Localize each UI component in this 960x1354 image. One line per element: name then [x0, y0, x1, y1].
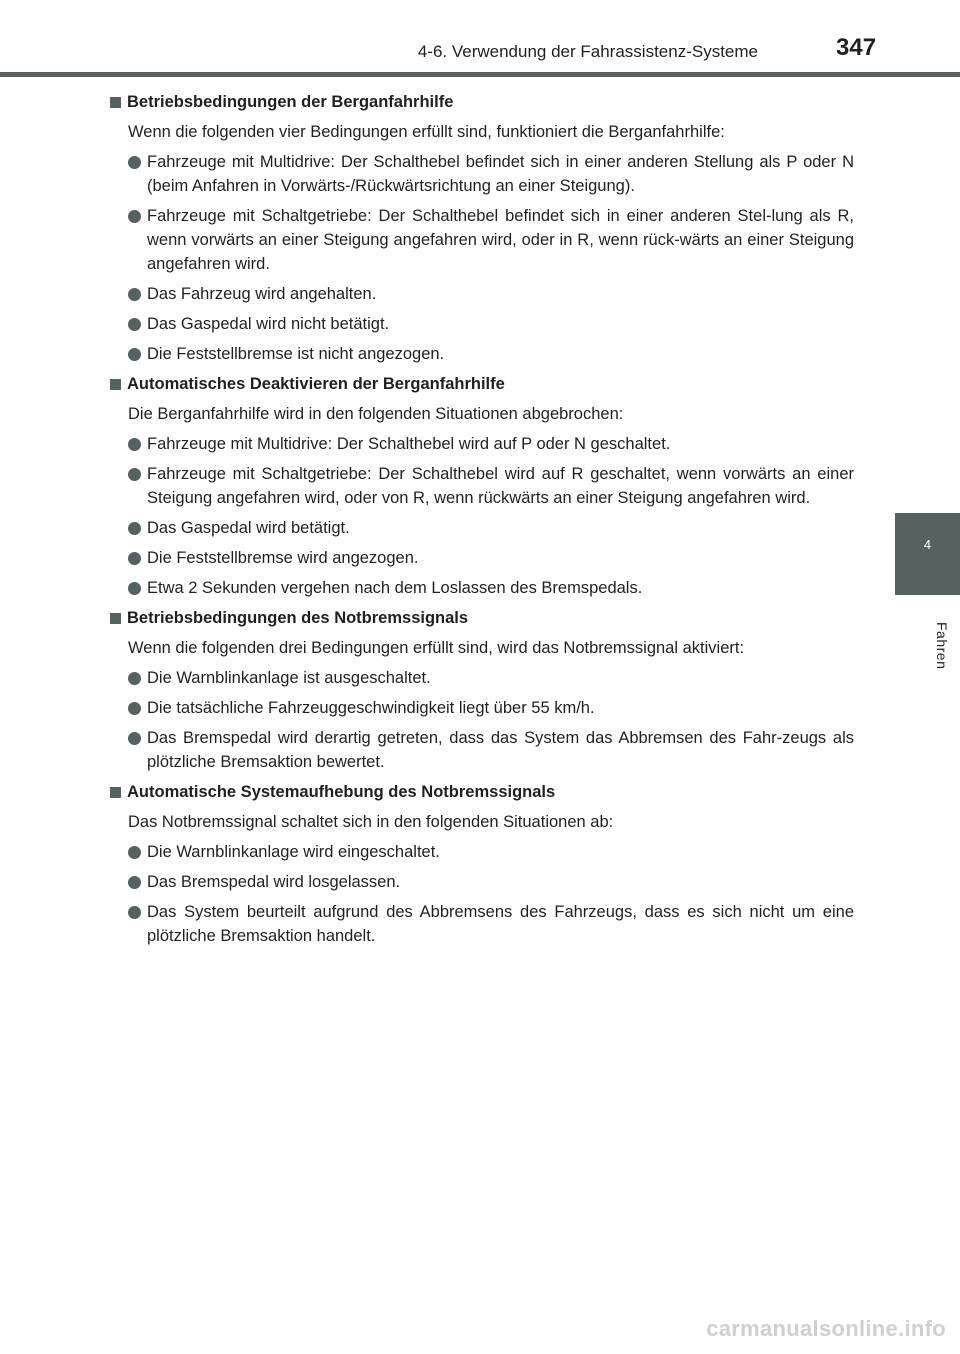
list-item — [128, 900, 854, 948]
section-heading — [110, 780, 854, 804]
round-bullet-icon — [128, 906, 141, 919]
round-bullet-icon — [128, 438, 141, 451]
list-item — [128, 150, 854, 198]
list-item-text: Fahrzeuge mit Multidrive: Der Schalthebel befindet sich in einer anderen Stellung als P oder N (beim Anfahren in Vorwärts-/Rückwärtsrichtung an einer Steigung). — [147, 153, 854, 195]
list-item-text: Das Bremspedal wird derartig getreten, dass das System das Abbremsen des Fahr-zeugs als plötzliche Bremsaktion bewertet. — [147, 729, 854, 771]
chapter-tab — [895, 513, 960, 595]
section-intro: Die Berganfahrhilfe wird in den folgenden Situationen abgebrochen: — [128, 405, 624, 423]
running-header-title: 4-6. Verwendung der Fahrassistenz-Systeme — [417, 42, 758, 61]
list-item — [128, 204, 854, 276]
list-item-text: Die Warnblinkanlage wird eingeschaltet. — [147, 843, 440, 861]
list-item — [128, 342, 854, 366]
round-bullet-icon — [128, 552, 141, 565]
section-intro: Wenn die folgenden vier Bedingungen erfüllt sind, funktioniert die Berganfahrhilfe: — [128, 123, 725, 141]
list-item-text: Die tatsächliche Fahrzeuggeschwindigkeit liegt über 55 km/h. — [147, 699, 595, 717]
list-item — [128, 546, 854, 570]
round-bullet-icon — [128, 522, 141, 535]
chapter-label: Fahren — [934, 622, 950, 670]
round-bullet-icon — [128, 876, 141, 889]
list-item-text: Das Bremspedal wird losgelassen. — [147, 873, 401, 891]
square-bullet-icon — [110, 613, 121, 624]
section-heading — [110, 606, 854, 630]
list-item — [128, 282, 854, 306]
watermark: carmanualsonline.info — [706, 1316, 946, 1341]
list-item-text: Fahrzeuge mit Multidrive: Der Schalthebel wird auf P oder N geschaltet. — [147, 435, 671, 453]
section-heading-text: Automatisches Deaktivieren der Berganfahrhilfe — [127, 375, 505, 393]
square-bullet-icon — [110, 97, 121, 108]
chapter-number: 4 — [923, 537, 932, 552]
header-divider — [0, 72, 960, 77]
section-emergency-brake-signal-cancellation — [110, 780, 854, 948]
section-heading-text: Automatische Systemaufhebung des Notbremssignals — [127, 783, 556, 801]
list-item-text: Fahrzeuge mit Schaltgetriebe: Der Schalthebel befindet sich in einer anderen Stel-lung als R, wenn vorwärts an einer Steigung angefahren wird, oder in R, wenn rück-wärts an einer Steigung angefahren wird. — [147, 207, 854, 273]
list-item-text: Das Gaspedal wird nicht betätigt. — [147, 315, 390, 333]
list-item — [128, 516, 854, 540]
list-item — [128, 696, 854, 720]
section-emergency-brake-signal-conditions — [110, 606, 854, 774]
square-bullet-icon — [110, 379, 121, 390]
page-number: 347 — [836, 34, 877, 61]
round-bullet-icon — [128, 672, 141, 685]
square-bullet-icon — [110, 787, 121, 798]
list-item-text: Das System beurteilt aufgrund des Abbremsens des Fahrzeugs, dass es sich nicht um eine plötzliche Bremsaktion handelt. — [147, 903, 854, 945]
list-item — [128, 462, 854, 510]
round-bullet-icon — [128, 732, 141, 745]
list-item — [128, 432, 854, 456]
page-content — [110, 90, 854, 954]
list-item — [128, 726, 854, 774]
section-heading-text: Betriebsbedingungen der Berganfahrhilfe — [127, 93, 454, 111]
round-bullet-icon — [128, 210, 141, 223]
section-intro: Das Notbremssignal schaltet sich in den folgenden Situationen ab: — [128, 813, 614, 831]
list-item — [128, 312, 854, 336]
round-bullet-icon — [128, 582, 141, 595]
list-item — [128, 870, 854, 894]
list-item-text: Die Feststellbremse wird angezogen. — [147, 549, 419, 567]
section-heading — [110, 90, 854, 114]
list-item — [128, 576, 854, 600]
round-bullet-icon — [128, 468, 141, 481]
list-item-text: Das Gaspedal wird betätigt. — [147, 519, 350, 537]
section-hill-start-conditions — [110, 90, 854, 366]
section-heading-text: Betriebsbedingungen des Notbremssignals — [127, 609, 469, 627]
round-bullet-icon — [128, 156, 141, 169]
list-item — [128, 840, 854, 864]
round-bullet-icon — [128, 348, 141, 361]
round-bullet-icon — [128, 702, 141, 715]
list-item-text: Die Warnblinkanlage ist ausgeschaltet. — [147, 669, 431, 687]
round-bullet-icon — [128, 288, 141, 301]
list-item — [128, 666, 854, 690]
section-heading — [110, 372, 854, 396]
round-bullet-icon — [128, 318, 141, 331]
round-bullet-icon — [128, 846, 141, 859]
section-intro: Wenn die folgenden drei Bedingungen erfüllt sind, wird das Notbremssignal aktiviert: — [128, 639, 745, 657]
list-item-text: Fahrzeuge mit Schaltgetriebe: Der Schalthebel wird auf R geschaltet, wenn vorwärts an einer Steigung angefahren wird, oder von R, wenn rückwärts an einer Steigung angefahren wird. — [147, 465, 854, 507]
list-item-text: Die Feststellbremse ist nicht angezogen. — [147, 345, 445, 363]
section-hill-start-deactivation — [110, 372, 854, 600]
list-item-text: Das Fahrzeug wird angehalten. — [147, 285, 377, 303]
list-item-text: Etwa 2 Sekunden vergehen nach dem Loslassen des Bremspedals. — [147, 579, 643, 597]
